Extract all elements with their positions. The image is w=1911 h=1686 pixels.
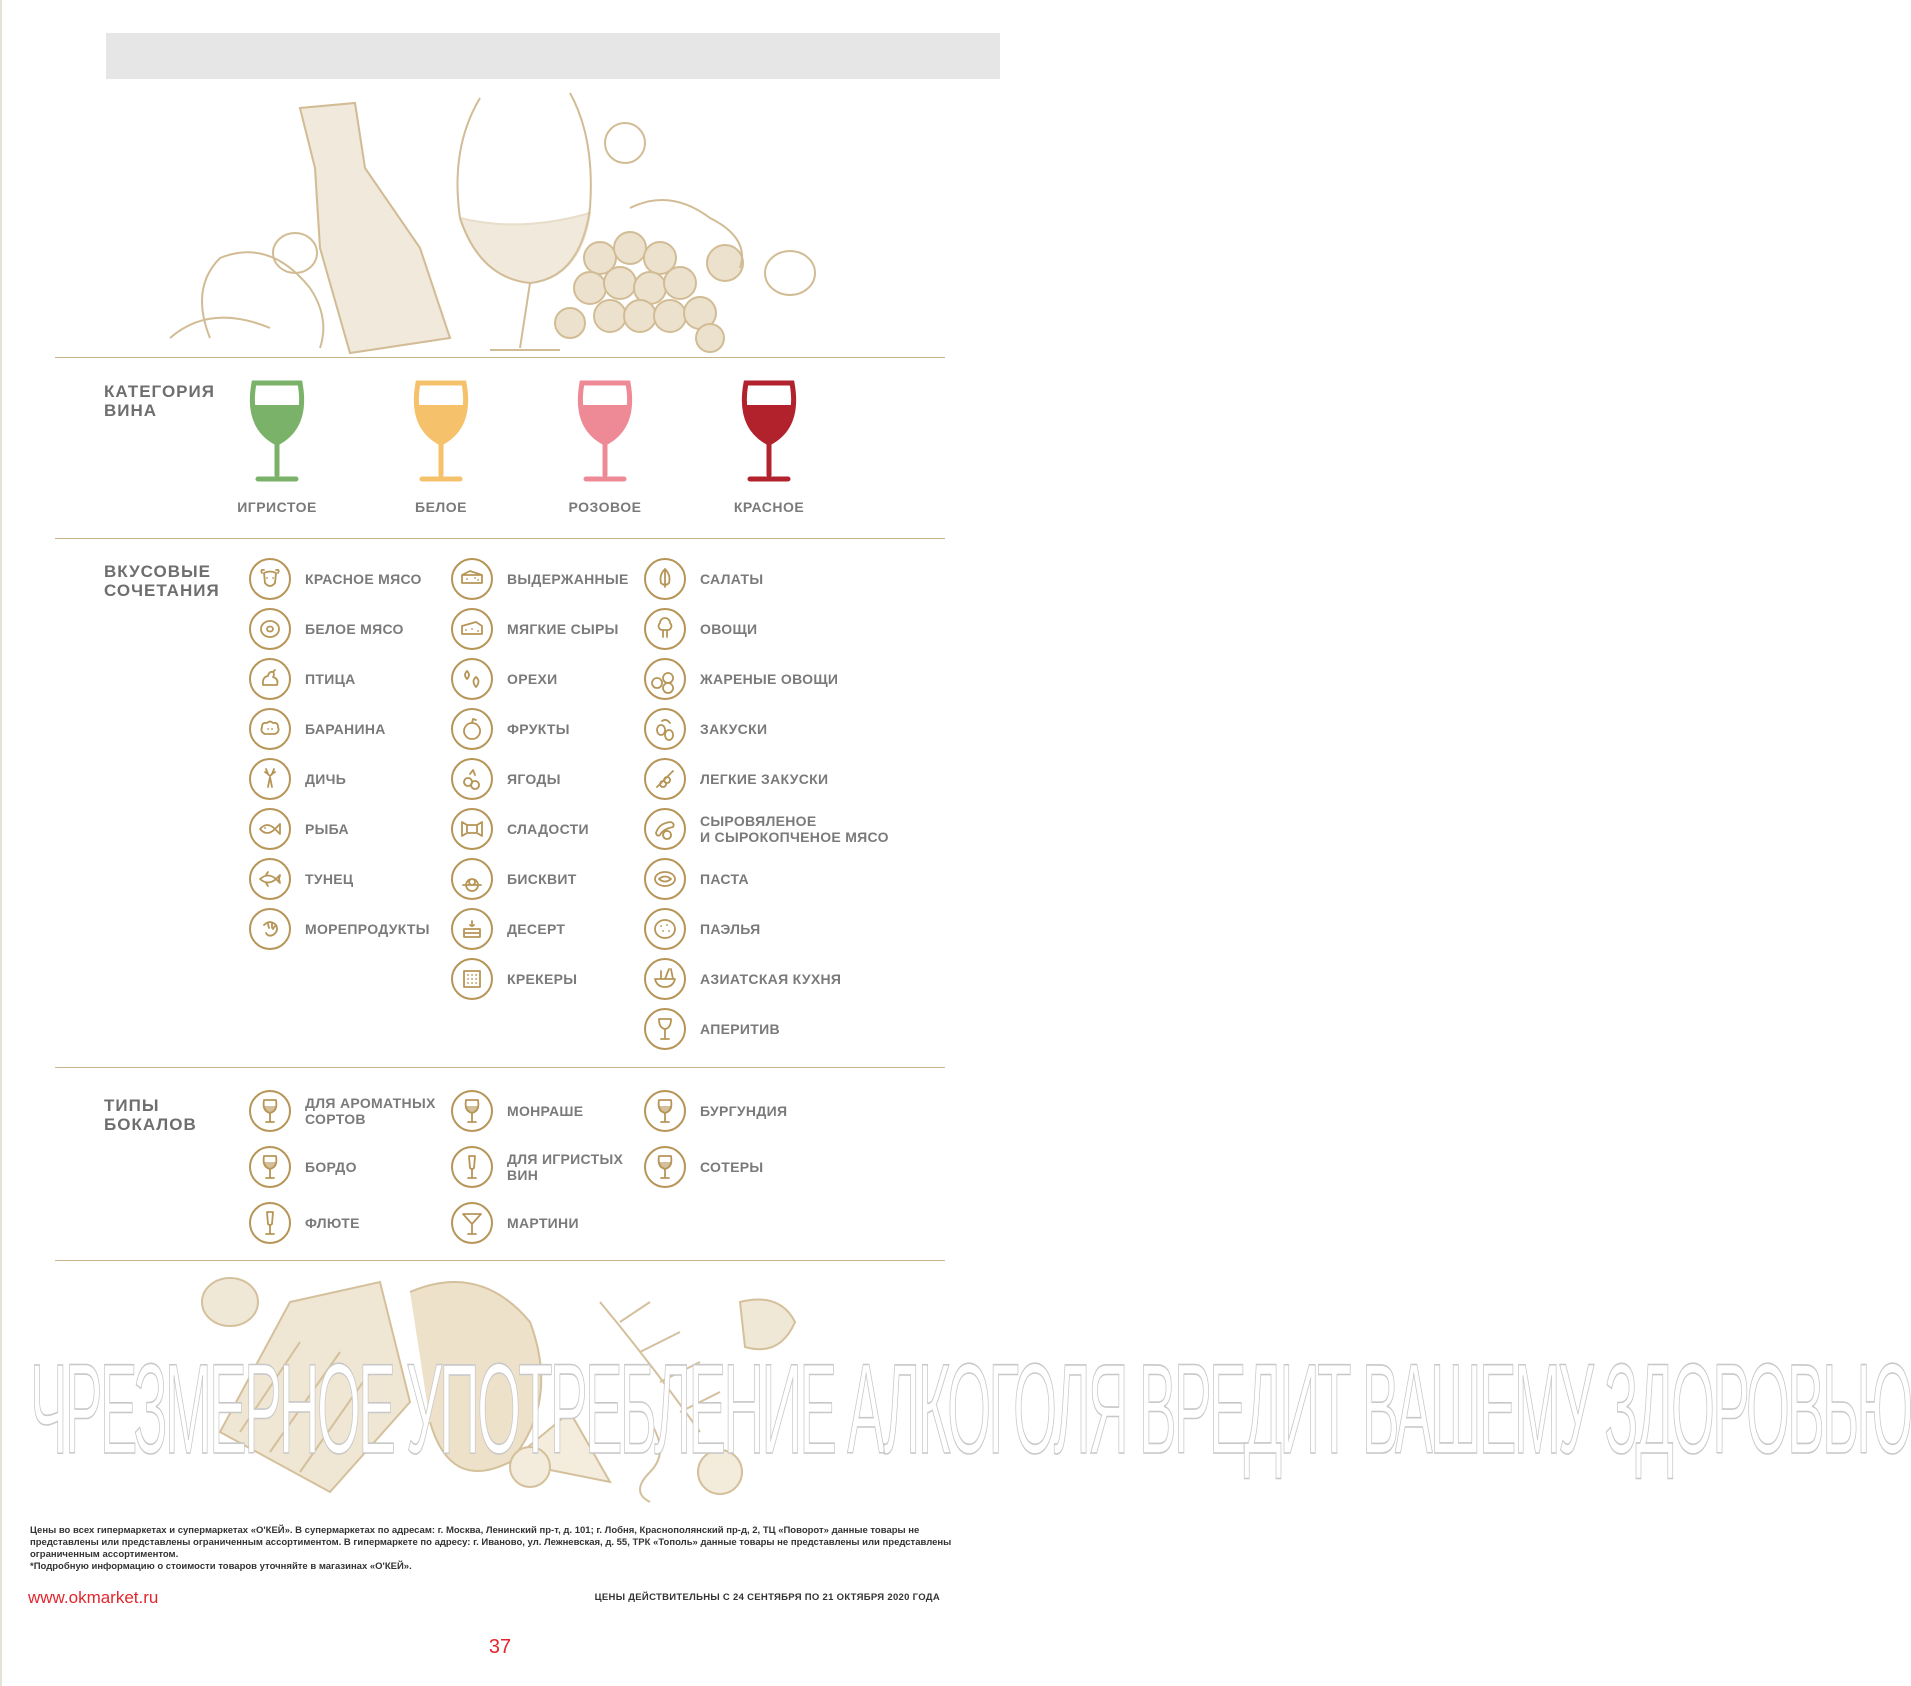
flute-glass-icon xyxy=(249,1202,291,1244)
item-label: ПАЭЛЬЯ xyxy=(700,921,761,937)
shrimp-icon xyxy=(249,908,291,950)
aromatic-glass-icon xyxy=(249,1090,291,1132)
noodles-icon xyxy=(644,958,686,1000)
list-item xyxy=(249,856,430,902)
item-label: ВЫДЕРЖАННЫЕ xyxy=(507,571,629,587)
list-item xyxy=(644,1144,787,1190)
page-number: 37 xyxy=(488,1636,512,1658)
sausage-icon xyxy=(644,808,686,850)
item-label: СЛАДОСТИ xyxy=(507,821,589,837)
list-item xyxy=(249,1088,436,1134)
website-link[interactable]: www.okmarket.ru xyxy=(28,1588,159,1607)
item-label: ДЛЯ ИГРИСТЫХ ВИН xyxy=(507,1151,624,1183)
list-item xyxy=(249,656,430,702)
montrachet-glass-icon xyxy=(451,1090,493,1132)
category-label: БЕЛОЕ xyxy=(415,499,467,515)
grilled-vegetables-icon xyxy=(644,658,686,700)
hard-cheese-icon xyxy=(451,558,493,600)
item-label: АПЕРИТИВ xyxy=(700,1021,780,1037)
item-label: БАРАНИНА xyxy=(305,721,386,737)
item-label: МЯГКИЕ СЫРЫ xyxy=(507,621,619,637)
item-label: МОРЕПРОДУКТЫ xyxy=(305,921,430,937)
divider-line xyxy=(55,538,945,539)
item-label: СЫРОВЯЛЕНОЕ И СЫРОКОПЧЕНОЕ МЯСО xyxy=(700,813,889,845)
roll-cake-icon xyxy=(451,858,493,900)
list-item xyxy=(451,1088,623,1134)
disclaimer-text: Цены во всех гипермаркетах и супермаркетах «О'КЕЙ». В супермаркетах по адресам: г. Москва, Ленинский пр-т, д. 101; г. Лобня, Краснополянский пр-д, 2, ТЦ «Поворот» данные товары не представлены или представлены ограниченным ассортиментом. В гипермаркете по адресу: г. Иваново, ул. Лежневская, д. 55, ТРК «Тополь» данные товары не представлены или представлены ограниченным ассортиментом. xyxy=(30,1525,952,1560)
wine-category-3 xyxy=(540,375,670,515)
list-item xyxy=(249,1200,436,1246)
candy-icon xyxy=(451,808,493,850)
list-item xyxy=(451,956,629,1002)
list-item xyxy=(644,806,889,852)
item-label: ОРЕХИ xyxy=(507,671,558,687)
category-label: РОЗОВОЕ xyxy=(568,499,642,515)
item-label: РЫБА xyxy=(305,821,349,837)
item-label: СОТЕРЫ xyxy=(700,1159,764,1175)
category-label: ИГРИСТОЕ xyxy=(237,499,317,515)
item-label: БЕЛОЕ МЯСО xyxy=(305,621,404,637)
list-item xyxy=(644,756,889,802)
nuts-icon xyxy=(451,658,493,700)
list-item xyxy=(451,856,629,902)
list-item xyxy=(644,556,889,602)
list-item xyxy=(451,706,629,752)
category-section-title: КАТЕГОРИЯ ВИНА xyxy=(104,382,215,420)
item-label: БОРДО xyxy=(305,1159,357,1175)
item-label: ДЛЯ АРОМАТНЫХ СОРТОВ xyxy=(305,1095,436,1127)
list-item xyxy=(644,706,889,752)
list-item xyxy=(249,706,430,752)
berries-icon xyxy=(451,758,493,800)
list-item xyxy=(249,756,430,802)
wine-illustration xyxy=(150,88,850,358)
item-label: ПАСТА xyxy=(700,871,749,887)
item-label: ЛЕГКИЕ ЗАКУСКИ xyxy=(700,771,829,787)
sparkling-glass-icon xyxy=(451,1146,493,1188)
header-bar xyxy=(106,33,1000,79)
list-item xyxy=(249,556,430,602)
wine-glass-icon xyxy=(376,375,506,490)
item-label: ФЛЮТЕ xyxy=(305,1215,360,1231)
item-label: ДЕСЕРТ xyxy=(507,921,566,937)
item-label: САЛАТЫ xyxy=(700,571,764,587)
divider-line xyxy=(55,1260,945,1261)
fish-icon xyxy=(249,808,291,850)
item-label: БИСКВИТ xyxy=(507,871,577,887)
fruits-icon xyxy=(451,708,493,750)
pairings-column-3 xyxy=(644,556,889,1052)
wine-category-4 xyxy=(704,375,834,515)
item-label: ДИЧЬ xyxy=(305,771,347,787)
glasses-column-3 xyxy=(644,1088,787,1190)
chicken-icon xyxy=(249,658,291,700)
list-item xyxy=(451,656,629,702)
pasta-icon xyxy=(644,858,686,900)
list-item xyxy=(249,1144,436,1190)
list-item xyxy=(644,956,889,1002)
page-edge-line xyxy=(0,0,2,1686)
list-item xyxy=(451,606,629,652)
bull-icon xyxy=(249,558,291,600)
glasses-section-title: ТИПЫ БОКАЛОВ xyxy=(104,1096,197,1134)
item-label: БУРГУНДИЯ xyxy=(700,1103,788,1119)
list-item xyxy=(644,606,889,652)
sheep-icon xyxy=(249,708,291,750)
item-label: ЗАКУСКИ xyxy=(700,721,768,737)
list-item xyxy=(249,806,430,852)
item-label: КРЕКЕРЫ xyxy=(507,971,578,987)
tuna-icon xyxy=(249,858,291,900)
bordeaux-glass-icon xyxy=(249,1146,291,1188)
dessert-icon xyxy=(451,908,493,950)
martini-glass-icon xyxy=(451,1202,493,1244)
item-label: ТУНЕЦ xyxy=(305,871,354,887)
category-label: КРАСНОЕ xyxy=(733,499,805,515)
burgundy-glass-icon xyxy=(644,1090,686,1132)
pairings-column-1 xyxy=(249,556,430,952)
list-item xyxy=(451,556,629,602)
divider-line xyxy=(55,357,945,358)
list-item xyxy=(249,906,430,952)
item-label: МОНРАШЕ xyxy=(507,1103,584,1119)
list-item xyxy=(451,806,629,852)
list-item xyxy=(451,756,629,802)
list-item xyxy=(249,606,430,652)
pairings-column-2 xyxy=(451,556,629,1002)
list-item xyxy=(451,1200,623,1246)
list-item xyxy=(644,906,889,952)
health-warning: ЧРЕЗМЕРНОЕ УПОТРЕБЛЕНИЕ АЛКОГОЛЯ ВРЕДИТ ВАШЕМУ ЗДОРОВЬЮ xyxy=(30,1338,1911,1481)
item-label: ЯГОДЫ xyxy=(507,771,561,787)
item-label: ФРУКТЫ xyxy=(507,721,570,737)
list-item xyxy=(644,656,889,702)
item-label: ОВОЩИ xyxy=(700,621,758,637)
item-label: МАРТИНИ xyxy=(507,1215,579,1231)
paella-icon xyxy=(644,908,686,950)
soft-cheese-icon xyxy=(451,608,493,650)
skewer-icon xyxy=(644,758,686,800)
pairings-section-title: ВКУСОВЫЕ СОЧЕТАНИЯ xyxy=(104,562,220,600)
glasses-column-1 xyxy=(249,1088,436,1246)
glasses-column-2 xyxy=(451,1088,623,1246)
disclaimer xyxy=(30,1525,960,1573)
salad-icon xyxy=(644,558,686,600)
divider-line xyxy=(55,1067,945,1068)
wine-category-2 xyxy=(376,375,506,515)
sauternes-glass-icon xyxy=(644,1146,686,1188)
list-item xyxy=(644,1006,889,1052)
list-item xyxy=(644,856,889,902)
wine-glass-icon xyxy=(212,375,342,490)
list-item xyxy=(451,906,629,952)
wine-glass-icon xyxy=(540,375,670,490)
aperitif-glass-icon xyxy=(644,1008,686,1050)
list-item xyxy=(451,1144,623,1190)
item-label: ЖАРЕНЫЕ ОВОЩИ xyxy=(700,671,839,687)
vegetables-icon xyxy=(644,608,686,650)
wine-glass-icon xyxy=(704,375,834,490)
deer-icon xyxy=(249,758,291,800)
olives-icon xyxy=(644,708,686,750)
wine-category-1 xyxy=(212,375,342,515)
item-label: ПТИЦА xyxy=(305,671,356,687)
disclaimer-note: *Подробную информацию о стоимости товаров уточняйте в магазинах «О'КЕЙ». xyxy=(30,1561,412,1572)
item-label: АЗИАТСКАЯ КУХНЯ xyxy=(700,971,842,987)
item-label: КРАСНОЕ МЯСО xyxy=(305,571,422,587)
pig-icon xyxy=(249,608,291,650)
cracker-icon xyxy=(451,958,493,1000)
list-item xyxy=(644,1088,787,1134)
price-validity: ЦЕНЫ ДЕЙСТВИТЕЛЬНЫ С 24 СЕНТЯБРЯ ПО 21 ОКТЯБРЯ 2020 ГОДА xyxy=(594,1592,940,1603)
